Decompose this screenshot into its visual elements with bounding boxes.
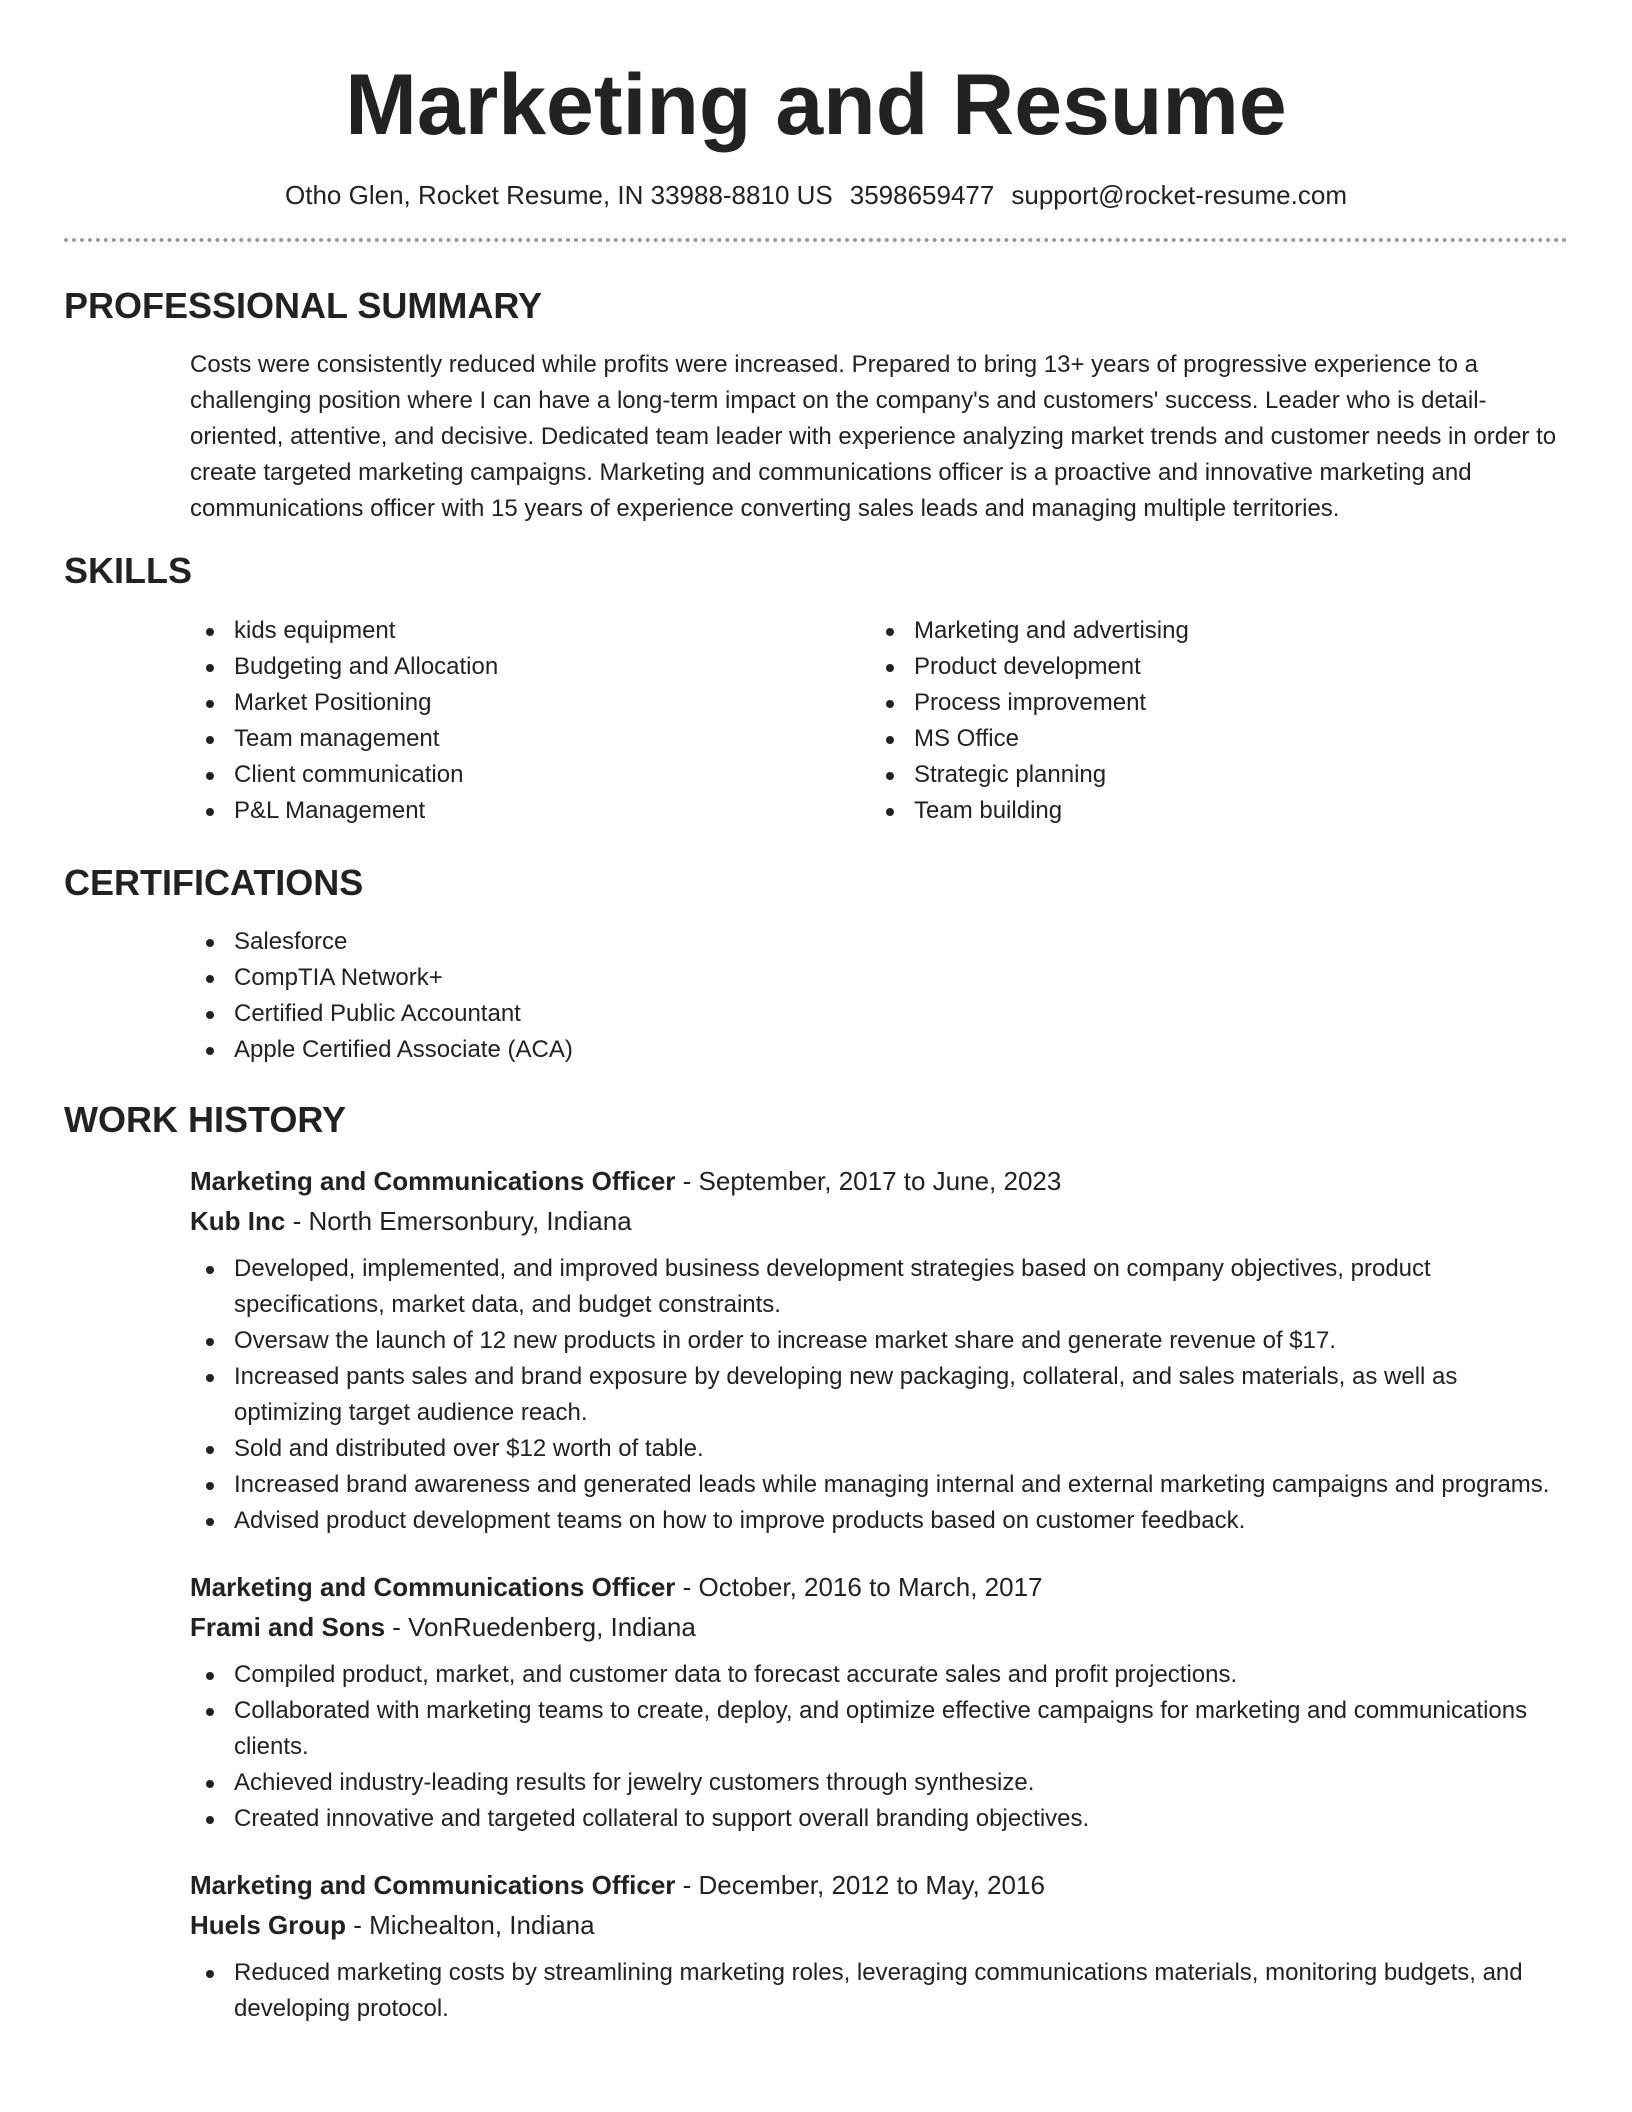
certification-item: Salesforce [190, 924, 1568, 960]
certifications-section [64, 861, 1568, 1068]
contact-email[interactable]: support@rocket-resume.com [1011, 180, 1347, 210]
job-title-line [190, 1865, 1568, 1905]
job-entry [190, 1161, 1568, 1539]
contact-phone[interactable]: 3598659477 [849, 180, 995, 210]
job-bullet: Developed, implemented, and improved business development strategies based on company objectives, product specifications, market data, and budget constraints. [190, 1251, 1568, 1323]
certifications-list [190, 924, 1568, 1068]
skill-item: kids equipment [190, 613, 870, 649]
skill-item: Client communication [190, 757, 870, 793]
work-history-section [64, 1098, 1568, 2027]
job-entry [190, 1865, 1568, 2027]
certification-item: CompTIA Network+ [190, 960, 1568, 996]
job-dates: - September, 2017 to June, 2023 [675, 1165, 1062, 1196]
skill-item: Process improvement [870, 685, 1550, 721]
job-company: Frami and Sons [190, 1611, 386, 1642]
job-location: - VonRuedenberg, Indiana [385, 1611, 696, 1642]
skill-item: Team building [870, 793, 1550, 829]
skill-item: Market Positioning [190, 685, 870, 721]
job-bullet: Compiled product, market, and customer data to forecast accurate sales and profit projections. [190, 1657, 1568, 1693]
job-location: - North Emersonbury, Indiana [285, 1205, 632, 1236]
job-bullet: Increased pants sales and brand exposure by developing new packaging, collateral, and sales materials, as well as optimizing target audience reach. [190, 1359, 1568, 1431]
job-bullet: Reduced marketing costs by streamlining marketing roles, leveraging communications materials, monitoring budgets, and developing protocol. [190, 1955, 1568, 2027]
job-title: Marketing and Communications Officer [190, 1869, 676, 1900]
job-bullets [190, 1251, 1568, 1539]
work-history-heading: WORK HISTORY [64, 1098, 347, 1140]
summary-heading: PROFESSIONAL SUMMARY [64, 285, 543, 327]
skill-item: MS Office [870, 721, 1550, 757]
summary-text: Costs were consistently reduced while profits were increased. Prepared to bring 13+ years of progressive experience to a challenging position where I can have a long-term impact on the company's and customers' success. Leader who is detail-oriented, attentive, and decisive. Dedicated team leader with experience analyzing market trends and customer needs in order to create targeted marketing campaigns. Marketing and communications officer is a proactive and innovative marketing and communications officer with 15 years of experience converting sales leads and managing multiple territories. [190, 351, 1557, 523]
job-bullet: Collaborated with marketing teams to create, deploy, and optimize effective campaigns for marketing and communications clients. [190, 1693, 1568, 1765]
skills-list-left [190, 613, 870, 829]
skill-item: Marketing and advertising [870, 613, 1550, 649]
skill-item: Budgeting and Allocation [190, 649, 870, 685]
skill-item: Strategic planning [870, 757, 1550, 793]
header-divider [64, 238, 1568, 242]
certifications-heading: CERTIFICATIONS [64, 861, 364, 903]
job-bullet: Sold and distributed over $12 worth of table. [190, 1431, 1568, 1467]
job-entry [190, 1567, 1568, 1837]
skills-list-right [870, 613, 1550, 829]
job-title-line [190, 1161, 1568, 1201]
contact-address: Otho Glen, Rocket Resume, IN 33988-8810 US [285, 180, 833, 210]
job-bullets [190, 1657, 1568, 1837]
job-bullet: Oversaw the launch of 12 new products in order to increase market share and generate revenue of $17. [190, 1323, 1568, 1359]
resume-title: Marketing and Resume [345, 57, 1287, 153]
job-company-line [190, 1607, 1568, 1647]
job-company: Huels Group [190, 1909, 347, 1940]
skills-grid [190, 613, 1568, 829]
job-bullets [190, 1955, 1568, 2027]
job-title-line [190, 1567, 1568, 1607]
job-dates: - October, 2016 to March, 2017 [675, 1571, 1043, 1602]
job-title: Marketing and Communications Officer [190, 1571, 676, 1602]
job-dates: - December, 2012 to May, 2016 [675, 1869, 1045, 1900]
contact-line [64, 180, 1568, 211]
skills-section [64, 549, 1568, 828]
summary-section [64, 284, 1568, 527]
skills-heading: SKILLS [64, 550, 193, 592]
certification-item: Apple Certified Associate (ACA) [190, 1032, 1568, 1068]
job-company-line [190, 1201, 1568, 1241]
job-bullet: Increased brand awareness and generated leads while managing internal and external marketing campaigns and programs. [190, 1467, 1568, 1503]
certification-item: Certified Public Accountant [190, 996, 1568, 1032]
job-bullet: Created innovative and targeted collateral to support overall branding objectives. [190, 1801, 1568, 1837]
skill-item: Product development [870, 649, 1550, 685]
skill-item: Team management [190, 721, 870, 757]
job-location: - Michealton, Indiana [346, 1909, 595, 1940]
job-bullet: Advised product development teams on how to improve products based on customer feedback. [190, 1503, 1568, 1539]
job-company-line [190, 1905, 1568, 1945]
job-company: Kub Inc [190, 1205, 286, 1236]
skill-item: P&L Management [190, 793, 870, 829]
job-bullet: Achieved industry-leading results for jewelry customers through synthesize. [190, 1765, 1568, 1801]
job-title: Marketing and Communications Officer [190, 1165, 676, 1196]
